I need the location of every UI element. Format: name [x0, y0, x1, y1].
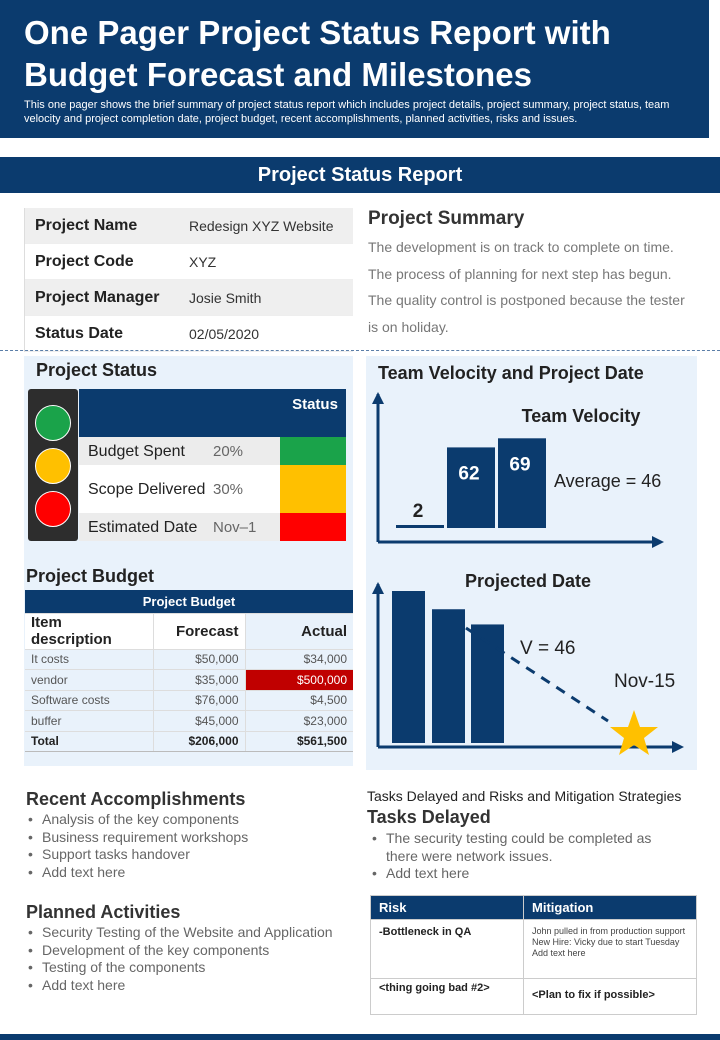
- tasks-delayed-list: [370, 830, 680, 883]
- status-swatch-green: [280, 437, 346, 465]
- detail-label: Project Code: [35, 252, 134, 270]
- velocity-chart-svg: [366, 356, 697, 770]
- projected-date-label: Nov-15: [614, 671, 676, 692]
- detail-row: [25, 280, 353, 316]
- section-divider: [0, 350, 720, 351]
- mitigation-header: Mitigation: [524, 896, 697, 920]
- budget-cell: buffer: [25, 711, 153, 732]
- accomplishments-list: [26, 811, 356, 881]
- detail-value: Josie Smith: [189, 289, 262, 306]
- status-value: 20%: [213, 442, 244, 460]
- budget-total-cell: $206,000: [153, 731, 245, 752]
- projected-bar: [392, 591, 425, 743]
- mitigation-cell: <Plan to fix if possible>: [524, 979, 697, 1015]
- mitigation-cell: [524, 920, 697, 979]
- status-table: [79, 389, 346, 541]
- budget-header: Forecast: [153, 613, 245, 649]
- accomplishments-title: Recent Accomplishments: [26, 789, 246, 809]
- project-status-title: Project Status: [36, 360, 158, 380]
- budget-cell: vendor: [25, 670, 153, 691]
- project-summary: [368, 208, 698, 340]
- yellow-light-icon: [35, 448, 71, 484]
- list-item: • The security testing could be completed as there were network issues.: [370, 830, 680, 865]
- budget-cell: $35,000: [153, 670, 245, 691]
- status-row: [79, 513, 346, 541]
- risk-row: [371, 920, 697, 979]
- budget-cell: It costs: [25, 649, 153, 670]
- velocity-bar-label: 69: [509, 454, 531, 476]
- status-value: 30%: [213, 480, 244, 498]
- detail-value: 02/05/2020: [189, 325, 260, 342]
- budget-cell: $76,000: [153, 690, 245, 711]
- project-budget-title: Project Budget: [26, 566, 155, 586]
- detail-label: Status Date: [35, 324, 124, 342]
- mitigation-line: John pulled in from production support: [532, 926, 686, 936]
- budget-header: Actual: [245, 613, 353, 649]
- list-item: • Analysis of the key components: [26, 811, 356, 829]
- status-column-header: Status: [292, 396, 338, 413]
- velocity-bar-label: 62: [458, 463, 480, 485]
- footer-bar: [0, 1034, 720, 1040]
- velocity-chart-title: Team Velocity: [521, 406, 641, 426]
- page-description: This one pager shows the brief summary of project status report which includes project details, project summary, project status, team velocity and project completion date, project budget, recent accomplishments, planned activities, risks and issues.: [24, 99, 670, 125]
- budget-caption: Project Budget: [25, 590, 353, 613]
- detail-value: Redesign XYZ Website: [189, 217, 334, 234]
- risk-table: [370, 895, 697, 1015]
- status-header: [79, 389, 346, 437]
- projected-bar: [432, 609, 465, 743]
- mitigation-line: New Hire: Vicky due to start Tuesday: [532, 937, 680, 947]
- projected-chart-title: Projected Date: [464, 571, 592, 591]
- budget-row: [25, 711, 353, 732]
- detail-row: [25, 208, 353, 244]
- mitigation-line: Add text here: [532, 948, 586, 958]
- planned-list: [26, 924, 361, 994]
- risks-caption: Tasks Delayed and Risks and Mitigation Strategies: [367, 788, 682, 804]
- status-swatch-red: [280, 513, 346, 541]
- budget-total-cell: $561,500: [245, 731, 353, 752]
- status-label: Estimated Date: [88, 518, 198, 536]
- projected-velocity-label: V = 46: [520, 638, 576, 659]
- budget-cell: $45,000: [153, 711, 245, 732]
- budget-total-cell: Total: [25, 731, 153, 752]
- velocity-bar: [396, 525, 444, 528]
- budget-cell: $4,500: [245, 690, 353, 711]
- list-item: • Business requirement workshops: [26, 829, 356, 847]
- list-item: • Development of the key components: [26, 942, 361, 960]
- budget-cell-highlight: $500,000: [245, 670, 353, 691]
- budget-header: Item description: [25, 613, 153, 649]
- status-row: [79, 437, 346, 465]
- red-light-icon: [35, 491, 71, 527]
- velocity-average-label: Average = 46: [554, 471, 662, 491]
- status-label: Scope Delivered: [88, 480, 206, 498]
- list-item: • Add text here: [26, 864, 356, 882]
- risk-cell: -Bottleneck in QA: [371, 920, 524, 979]
- budget-row: [25, 649, 353, 670]
- budget-cell: $50,000: [153, 649, 245, 670]
- budget-cell: $34,000: [245, 649, 353, 670]
- status-swatch-yellow: [280, 465, 346, 513]
- list-item: • Add text here: [370, 865, 680, 883]
- green-light-icon: [35, 405, 71, 441]
- projected-bars: [392, 591, 504, 743]
- detail-row: [25, 316, 353, 352]
- list-item: • Add text here: [26, 977, 361, 995]
- list-item: • Support tasks handover: [26, 846, 356, 864]
- summary-title: Project Summary: [368, 208, 525, 229]
- risk-row: [371, 979, 697, 1015]
- detail-label: Project Manager: [35, 288, 160, 306]
- velocity-bar-label: 2: [412, 501, 424, 522]
- planned-title: Planned Activities: [26, 902, 181, 922]
- tasks-delayed-title: Tasks Delayed: [367, 807, 491, 827]
- velocity-bar: [447, 447, 495, 528]
- budget-total-row: [25, 731, 353, 752]
- list-item: • Testing of the components: [26, 959, 361, 977]
- project-details-table: [24, 208, 353, 352]
- report-header: [0, 0, 709, 138]
- detail-label: Project Name: [35, 216, 138, 234]
- velocity-chart-panel: [366, 356, 697, 770]
- budget-cell: Software costs: [25, 690, 153, 711]
- traffic-light: [28, 389, 78, 541]
- status-value: Nov–1: [213, 518, 257, 536]
- list-item: • Security Testing of the Website and Application: [26, 924, 361, 942]
- detail-value: XYZ: [189, 253, 217, 270]
- status-row: [79, 465, 346, 513]
- velocity-section-title: Team Velocity and Project Date: [378, 363, 644, 383]
- section-band-title: Project Status Report: [0, 157, 720, 193]
- budget-table: [25, 590, 353, 752]
- velocity-bars: [396, 438, 546, 528]
- budget-row: [25, 670, 353, 691]
- risk-header: Risk: [371, 896, 524, 920]
- page-title: One Pager Project Status Report with Budget Forecast and Milestones: [24, 14, 611, 93]
- projected-y-arrow-icon: [372, 582, 384, 594]
- budget-row: [25, 690, 353, 711]
- risk-cell: <thing going bad #2>: [371, 979, 524, 1015]
- detail-row: [25, 244, 353, 280]
- velocity-bar: [498, 438, 546, 528]
- status-label: Budget Spent: [88, 442, 185, 460]
- velocity-x-arrow-icon: [652, 536, 664, 548]
- budget-cell: $23,000: [245, 711, 353, 732]
- velocity-y-arrow-icon: [372, 392, 384, 404]
- projected-x-arrow-icon: [672, 741, 684, 753]
- summary-text: The development is on track to complete on time. The process of planning for next step has begun. The quality control is postponed because the tester is on holiday.: [368, 239, 685, 335]
